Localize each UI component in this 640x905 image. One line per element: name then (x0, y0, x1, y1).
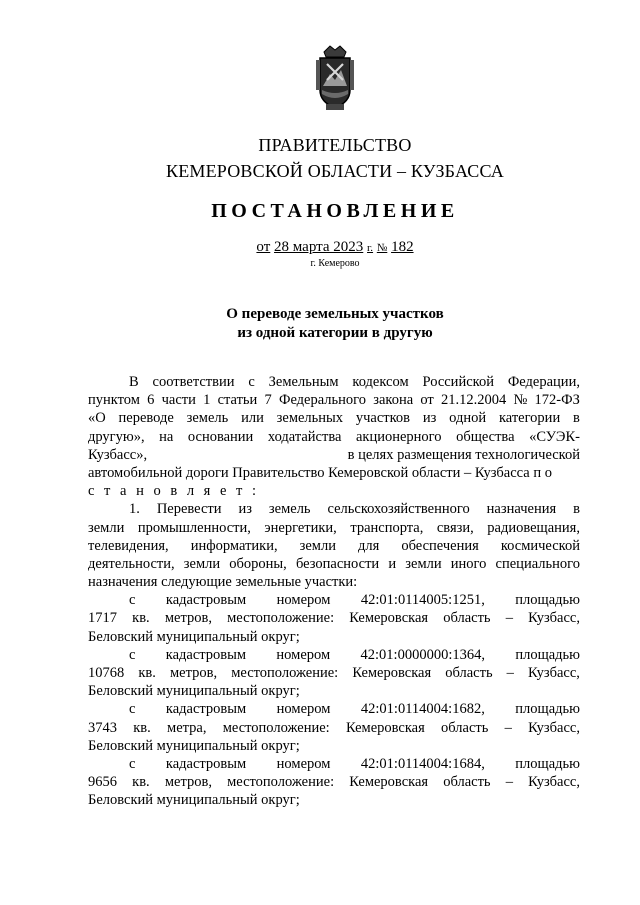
word: Земельным (268, 374, 339, 390)
body-line (88, 446, 580, 464)
word: Кемеровская (349, 610, 429, 627)
government-name-line1: ПРАВИТЕЛЬСТВО (258, 135, 412, 155)
word: общества (456, 428, 515, 445)
word: информатики, (190, 537, 278, 554)
parcel-line: Беловский муниципальный округ; (88, 792, 300, 809)
word: транспорта, (350, 519, 424, 536)
parcel-line: Беловский муниципальный округ; (88, 628, 300, 645)
word: безопасности (295, 555, 380, 572)
word: номером (276, 755, 331, 772)
word: Кузбасс, (528, 774, 580, 791)
word: Кемеровская (352, 665, 432, 681)
word: кв. (138, 665, 156, 681)
word: пунктом (88, 392, 140, 409)
word: энергетики, (264, 519, 337, 536)
word: космической (500, 537, 580, 554)
word: область (445, 665, 493, 681)
word: земель (268, 501, 311, 518)
word: площадью (515, 646, 580, 663)
body-line (88, 391, 580, 409)
word: и (388, 555, 397, 572)
word: – (505, 774, 513, 791)
word: номером (276, 592, 331, 609)
word: – (504, 719, 512, 736)
word: сельскохозяйственного (327, 501, 470, 518)
word: № (513, 392, 528, 409)
word: 42:01:0000000:1364, (360, 646, 485, 663)
word: местоположение: (227, 610, 335, 627)
word: 6 (147, 392, 155, 409)
word: на (159, 428, 174, 445)
document-subject (0, 305, 640, 343)
word: кв. (132, 610, 150, 627)
word: 21.12.2004 (441, 392, 507, 409)
purpose-text: в целях размещения технологической (347, 446, 580, 463)
body-line: назначения следующие земельные участки: (88, 574, 358, 591)
word: область (443, 774, 491, 791)
word: Федерального (278, 392, 367, 409)
word: номером (276, 646, 331, 663)
subject-line1: О переводе земельных участков (226, 306, 444, 322)
word: Кузбасс, (528, 719, 580, 736)
word: из (422, 410, 437, 427)
word: из (238, 501, 252, 518)
word: «СУЭК- (529, 428, 580, 445)
word: от (420, 392, 434, 409)
word: статьи (217, 392, 258, 409)
government-name-line2: КЕМЕРОВСКОЙ ОБЛАСТИ – КУЗБАССА (166, 161, 504, 181)
word: с (248, 374, 255, 390)
word: кадастровым (165, 592, 247, 609)
coat-of-arms-icon (314, 44, 356, 114)
parcel-line (88, 609, 580, 627)
word: 1. (129, 501, 140, 518)
word: земли (405, 555, 442, 572)
word: обороны, (229, 555, 287, 572)
word: местоположение: (227, 774, 335, 791)
parcel-line (88, 755, 580, 773)
word: область (441, 719, 489, 736)
subject-line2: из одной категории в другую (237, 325, 433, 341)
word: обеспечения (401, 537, 479, 554)
word: 1717 (88, 610, 117, 627)
word: специального (495, 555, 580, 572)
word: Кемеровская (345, 719, 425, 736)
word: переводе (118, 410, 174, 427)
word: земли (183, 555, 221, 572)
word: телевидения, (88, 537, 169, 554)
org-name-end: Кузбасс», (88, 446, 148, 463)
parcel-line (88, 646, 580, 664)
body-line (88, 555, 580, 573)
word: кадастровым (165, 646, 247, 663)
word: части (161, 392, 196, 409)
word: – (505, 610, 513, 627)
body-line (88, 373, 580, 391)
body-line (88, 428, 580, 446)
word: 42:01:0114004:1684, (360, 755, 485, 772)
word: 3743 (88, 719, 117, 736)
word: 7 (264, 392, 272, 409)
word: 10768 (88, 665, 125, 681)
word: 42:01:0114004:1682, (360, 701, 485, 718)
word: 172-ФЗ (534, 392, 580, 409)
word: метров, (164, 774, 212, 791)
word: Кузбасс, (528, 665, 580, 681)
word: площадью (515, 755, 580, 772)
word: номером (276, 701, 331, 718)
word: назначения (486, 501, 557, 518)
word: площадью (515, 701, 580, 718)
word: метров, (170, 665, 218, 681)
word: земли (299, 537, 336, 554)
word: деятельности, (88, 555, 175, 572)
word: в (573, 501, 580, 518)
word: одной (449, 410, 487, 427)
word: радиовещания, (487, 519, 580, 536)
word: местоположение: (231, 665, 339, 681)
document-date: 28 марта 2023 (274, 239, 364, 255)
resolves-word: с т а н о в л я е т : (88, 483, 260, 500)
parcel-line (88, 591, 580, 609)
word: Перевести (156, 501, 222, 518)
word: Российской (422, 374, 494, 390)
date-prefix: от (256, 239, 271, 255)
body-line: автомобильной дороги Правительство Кемеровской области – Кузбасса п о (88, 464, 552, 481)
number-sign: № (376, 242, 388, 254)
word: 9656 (88, 774, 117, 791)
word: связи, (436, 519, 474, 536)
word: местоположение: (222, 719, 330, 736)
word: В (129, 374, 139, 390)
word: метров, (164, 610, 212, 627)
word: кадастровым (165, 701, 247, 718)
word: с (129, 646, 136, 663)
year-suffix: г. (367, 242, 374, 254)
document-date-number (0, 239, 640, 256)
word: акционерного (355, 428, 442, 445)
word: в (573, 410, 580, 427)
parcel-line (88, 719, 580, 737)
word: с (129, 755, 136, 772)
word: – (506, 665, 514, 681)
word: 42:01:0114005:1251, (360, 592, 485, 609)
word: 1 (203, 392, 211, 409)
parcel-line (88, 700, 580, 718)
word: или (241, 410, 264, 427)
word: с (129, 701, 136, 718)
word: Кемеровская (349, 774, 429, 791)
word: категории (498, 410, 561, 427)
word: кв. (133, 719, 151, 736)
parcel-line (88, 773, 580, 791)
word: кв. (132, 774, 150, 791)
word: закона (373, 392, 414, 409)
word: метра, (167, 719, 207, 736)
word: с (129, 592, 136, 609)
word: площадью (515, 592, 580, 609)
document-body (88, 373, 580, 810)
word: иного (450, 555, 487, 572)
word: земли (88, 519, 125, 536)
word: земель (186, 410, 229, 427)
word: промышленности, (137, 519, 251, 536)
word: кодексом (352, 374, 409, 390)
word: основании (187, 428, 254, 445)
parcel-line (88, 664, 580, 682)
body-line (88, 409, 580, 427)
word: соответствии (152, 374, 235, 390)
document-number: 182 (391, 239, 414, 255)
body-line (88, 537, 580, 555)
word: ходатайства (267, 428, 342, 445)
word: участков (355, 410, 411, 427)
body-line (88, 500, 580, 518)
word: другую», (88, 428, 145, 445)
word: земельных (276, 410, 344, 427)
word: Федерации, (507, 374, 580, 390)
document-type-title: ПОСТАНОВЛЕНИЕ (211, 200, 459, 222)
word: «О (88, 410, 106, 427)
word: Кузбасс, (528, 610, 580, 627)
body-line (88, 519, 580, 537)
word: для (358, 537, 380, 554)
word: кадастровым (165, 755, 247, 772)
parcel-line: Беловский муниципальный округ; (88, 683, 300, 700)
parcel-line: Беловский муниципальный округ; (88, 737, 300, 754)
word: область (443, 610, 491, 627)
document-city: г. Кемерово (310, 258, 360, 269)
